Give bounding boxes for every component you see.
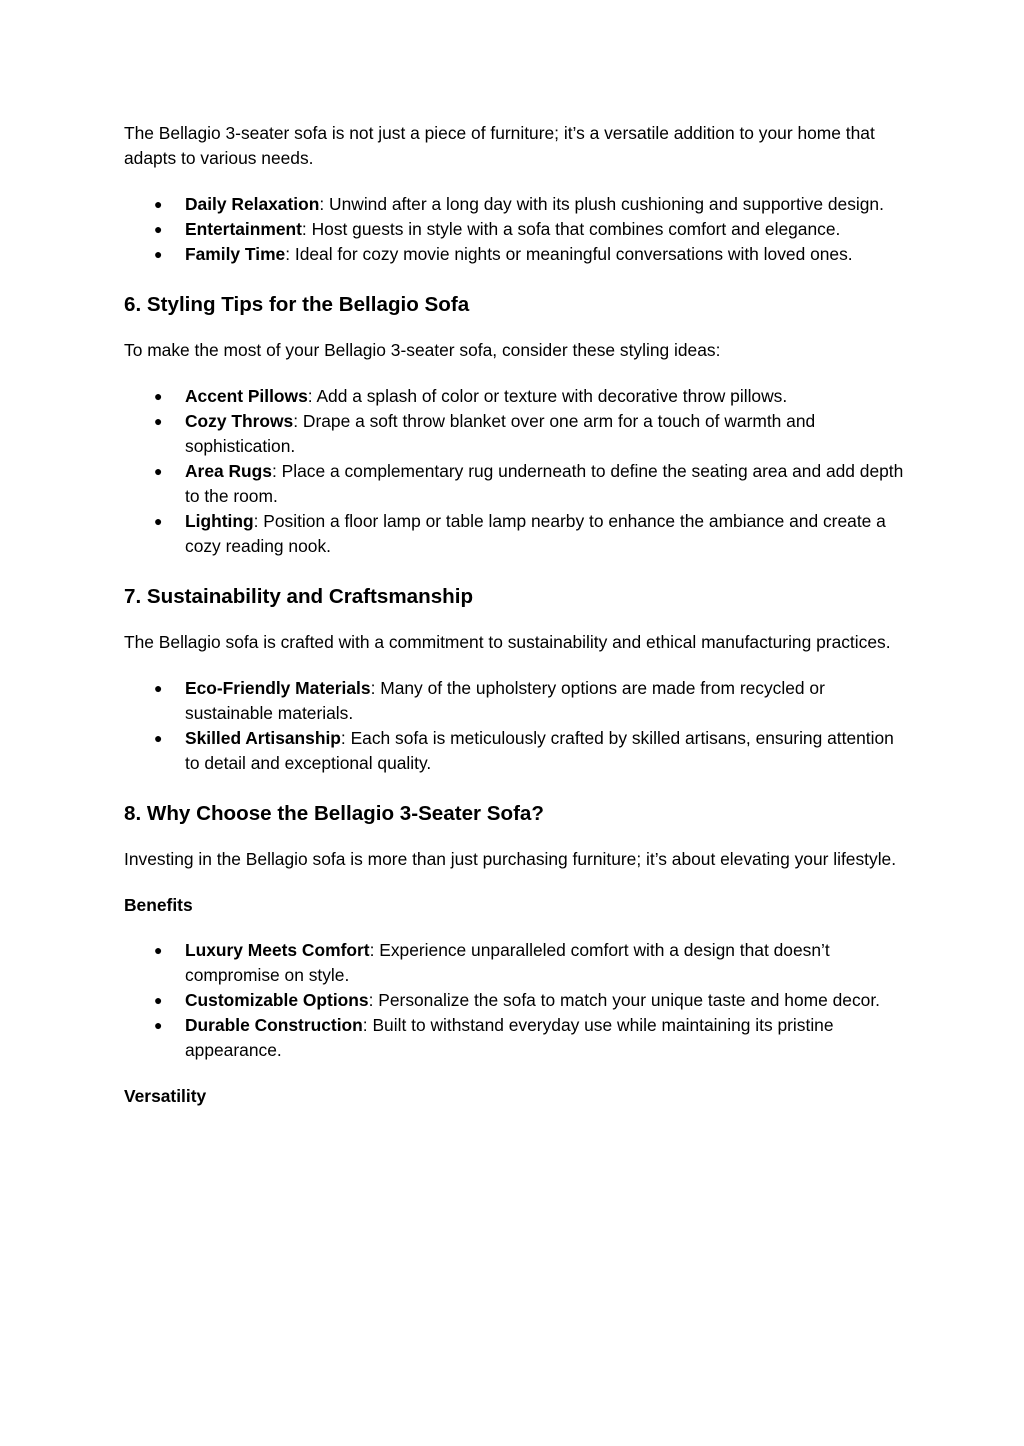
bullet-icon: ●	[154, 992, 163, 1008]
section-heading: 8. Why Choose the Bellagio 3-Seater Sofa?	[124, 802, 544, 825]
bullet-icon: ●	[154, 680, 163, 696]
intro-paragraph: The Bellagio sofa is crafted with a commitment to sustainability and ethical manufacturing practices.	[124, 632, 891, 652]
item-text: : Ideal for cozy movie nights or meaningful conversations with loved ones.	[285, 244, 853, 264]
list-item	[124, 509, 904, 559]
item-text: : Drape a soft throw blanket over one arm for a touch of warmth and sophistication.	[185, 411, 816, 456]
item-text: : Built to withstand everyday use while maintaining its pristine appearance.	[185, 1015, 834, 1060]
list-item	[124, 242, 904, 267]
item-term: Luxury Meets Comfort	[185, 940, 370, 960]
item-term: Customizable Options	[185, 990, 369, 1010]
item-text: : Host guests in style with a sofa that combines comfort and elegance.	[301, 219, 841, 239]
section-heading: 7. Sustainability and Craftsmanship	[124, 585, 474, 608]
item-term: Lighting	[185, 511, 254, 531]
list-item	[124, 217, 904, 242]
item-text: : Unwind after a long day with its plush cushioning and supportive design.	[319, 194, 884, 214]
list-item	[124, 1013, 904, 1063]
bullet-icon: ●	[154, 413, 163, 429]
bullet-icon: ●	[154, 942, 163, 958]
document-page	[124, 121, 904, 1109]
item-text: : Many of the upholstery options are made from recycled or sustainable materials.	[185, 678, 825, 723]
item-term: Cozy Throws	[185, 411, 294, 431]
item-term: Eco-Friendly Materials	[185, 678, 371, 698]
list-item	[124, 938, 904, 988]
item-text: : Place a complementary rug underneath to define the seating area and add depth to the room.	[185, 461, 904, 506]
item-term: Daily Relaxation	[185, 194, 320, 214]
item-text: : Experience unparalleled comfort with a design that doesn’t compromise on style.	[185, 940, 830, 985]
bullet-list	[124, 384, 904, 559]
subheading-versatility: Versatility	[124, 1086, 207, 1106]
list-item	[124, 988, 904, 1013]
item-text: : Each sofa is meticulously crafted by skilled artisans, ensuring attention to detail and exceptional quality.	[185, 728, 894, 773]
list-item	[124, 726, 904, 776]
item-text: : Position a floor lamp or table lamp nearby to enhance the ambiance and create a cozy reading nook.	[185, 511, 886, 556]
item-term: Durable Construction	[185, 1015, 363, 1035]
list-item	[124, 192, 904, 217]
bullet-icon: ●	[154, 246, 163, 262]
list-item	[124, 459, 904, 509]
bullet-list	[124, 676, 904, 776]
list-item	[124, 676, 904, 726]
item-term: Family Time	[185, 244, 286, 264]
item-term: Skilled Artisanship	[185, 728, 341, 748]
item-term: Area Rugs	[185, 461, 272, 481]
list-item	[124, 384, 904, 409]
item-term: Entertainment	[185, 219, 302, 239]
bullet-icon: ●	[154, 730, 163, 746]
bullet-list	[124, 192, 904, 267]
item-term: Accent Pillows	[185, 386, 308, 406]
bullet-icon: ●	[154, 463, 163, 479]
bullet-icon: ●	[154, 196, 163, 212]
item-text: : Personalize the sofa to match your unique taste and home decor.	[368, 990, 880, 1010]
item-text: : Add a splash of color or texture with decorative throw pillows.	[307, 386, 788, 406]
section-heading: 6. Styling Tips for the Bellagio Sofa	[124, 293, 470, 316]
subheading-benefits: Benefits	[124, 895, 193, 915]
list-item	[124, 409, 904, 459]
bullet-icon: ●	[154, 221, 163, 237]
bullet-icon: ●	[154, 388, 163, 404]
bullet-icon: ●	[154, 1017, 163, 1033]
intro-paragraph: Investing in the Bellagio sofa is more than just purchasing furniture; it’s about elevating your lifestyle.	[124, 849, 897, 869]
intro-paragraph: The Bellagio 3-seater sofa is not just a piece of furniture; it’s a versatile addition to your home that adapts to various needs.	[124, 123, 875, 168]
bullet-icon: ●	[154, 513, 163, 529]
intro-paragraph: To make the most of your Bellagio 3-seater sofa, consider these styling ideas:	[124, 340, 721, 360]
bullet-list	[124, 938, 904, 1063]
